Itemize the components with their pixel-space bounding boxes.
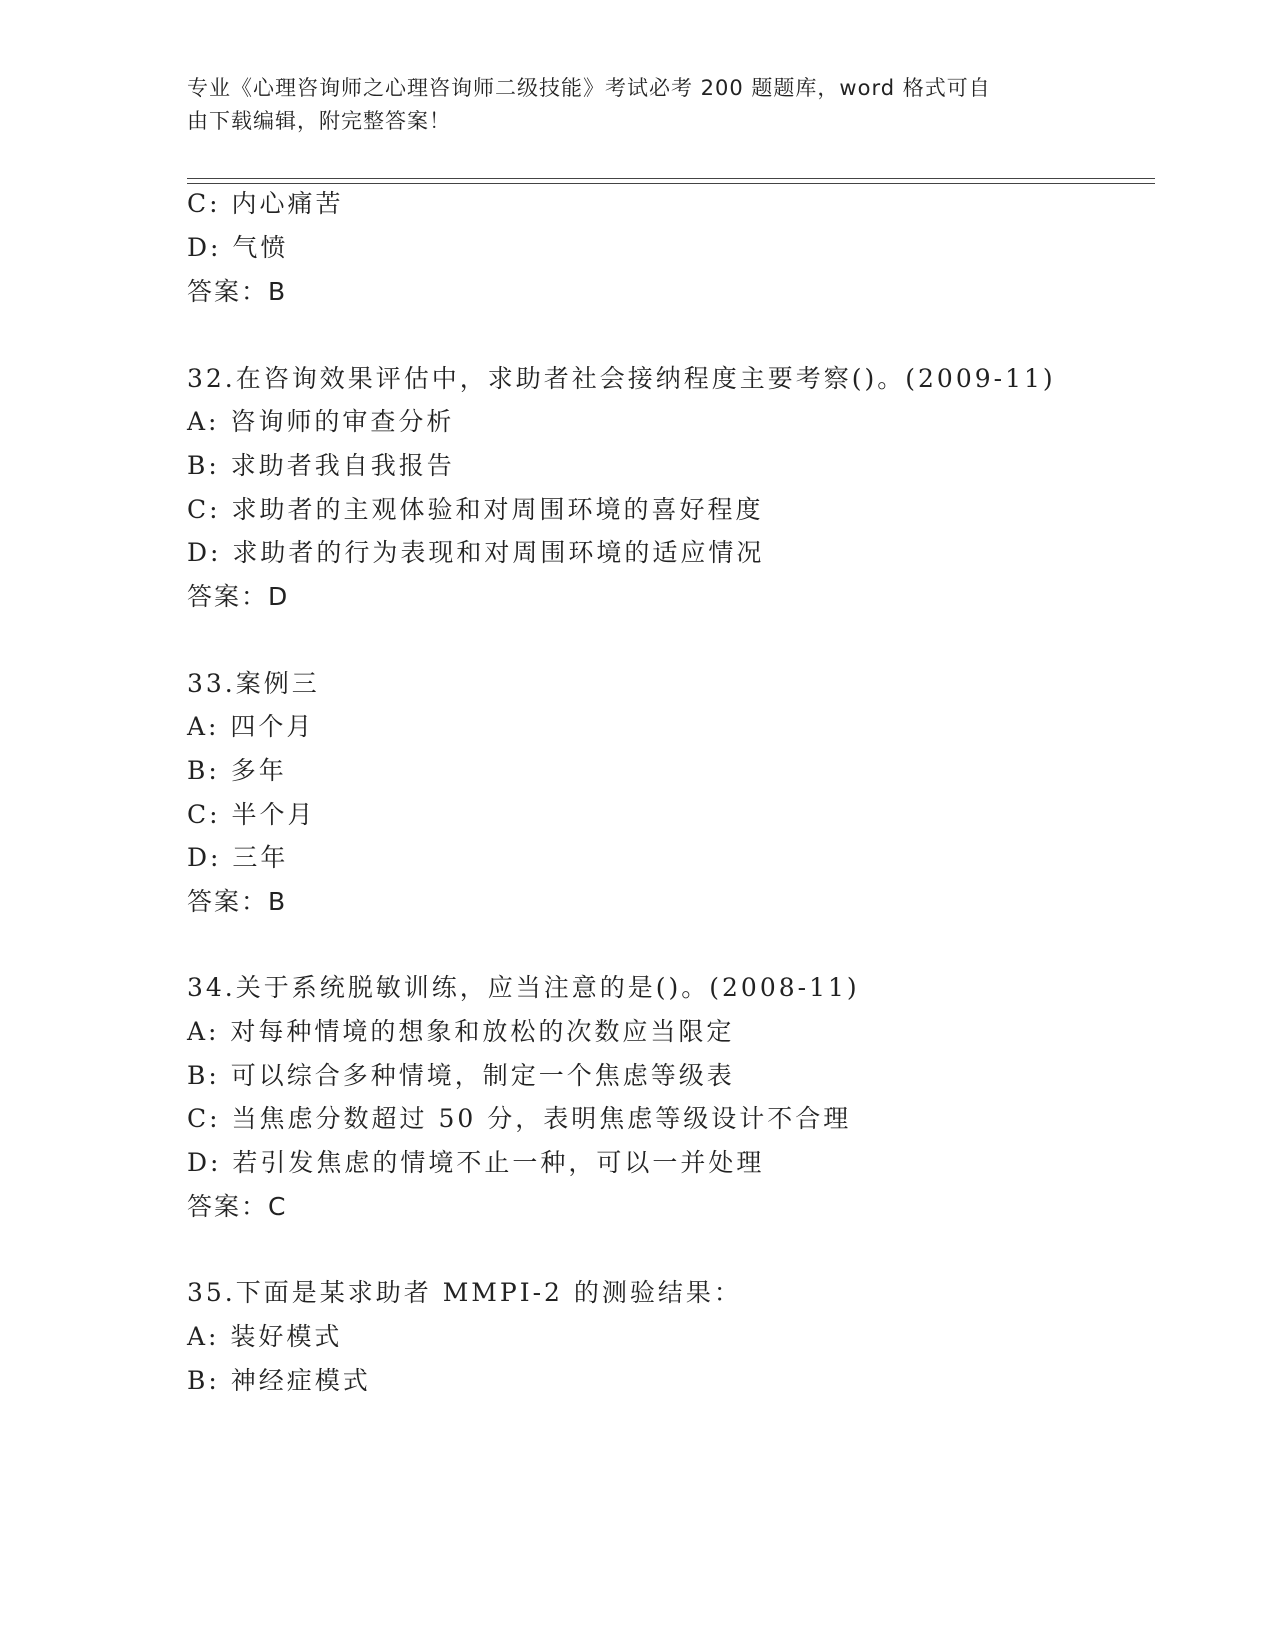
q32-option-a: A: 咨询师的审查分析 bbox=[187, 407, 455, 436]
header-divider-top bbox=[187, 178, 1155, 179]
header-title-line-1: 专业《心理咨询师之心理咨询师二级技能》考试必考 200 题题库，word 格式可自 bbox=[187, 76, 991, 100]
q34-question: 34.关于系统脱敏训练，应当注意的是()。(2008-11) bbox=[187, 973, 860, 1002]
q31-option-d: D: 气愤 bbox=[187, 233, 289, 262]
q35-option-a: A: 装好模式 bbox=[187, 1322, 343, 1351]
q32-answer: 答案：D bbox=[187, 582, 290, 611]
q31-answer: 答案：B bbox=[187, 277, 288, 306]
header-divider-bottom bbox=[187, 183, 1155, 184]
q34-option-c: C: 当焦虑分数超过 50 分，表明焦虑等级设计不合理 bbox=[187, 1104, 852, 1133]
q33-option-d: D: 三年 bbox=[187, 843, 289, 872]
header-title-line-2: 由下载编辑，附完整答案！ bbox=[187, 109, 451, 133]
q32-option-d: D: 求助者的行为表现和对周围环境的适应情况 bbox=[187, 538, 765, 567]
q31-option-c: C: 内心痛苦 bbox=[187, 189, 344, 218]
q33-option-b: B: 多年 bbox=[187, 756, 287, 785]
q35-question: 35.下面是某求助者 MMPI-2 的测验结果： bbox=[187, 1278, 742, 1307]
document-header bbox=[187, 72, 1067, 138]
q32-option-b: B: 求助者我自我报告 bbox=[187, 451, 455, 480]
q33-option-a: A: 四个月 bbox=[187, 712, 315, 741]
q33-answer: 答案：B bbox=[187, 887, 288, 916]
q35-option-b: B: 神经症模式 bbox=[187, 1366, 371, 1395]
q34-option-a: A: 对每种情境的想象和放松的次数应当限定 bbox=[187, 1017, 735, 1046]
q33-option-c: C: 半个月 bbox=[187, 800, 316, 829]
q34-option-d: D: 若引发焦虑的情境不止一种，可以一并处理 bbox=[187, 1148, 765, 1177]
q34-option-b: B: 可以综合多种情境，制定一个焦虑等级表 bbox=[187, 1061, 735, 1090]
q34-answer: 答案：C bbox=[187, 1192, 288, 1221]
q32-option-c: C: 求助者的主观体验和对周围环境的喜好程度 bbox=[187, 495, 764, 524]
q32-question: 32.在咨询效果评估中，求助者社会接纳程度主要考察()。(2009-11) bbox=[187, 364, 1056, 393]
q33-question: 33.案例三 bbox=[187, 669, 320, 698]
